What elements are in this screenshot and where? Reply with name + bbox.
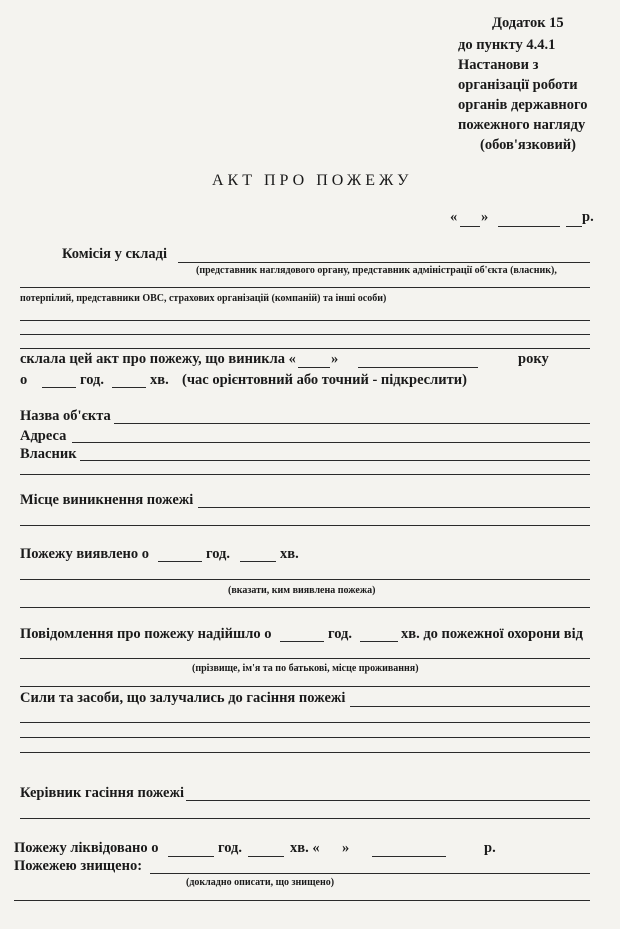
commission-field[interactable] (178, 262, 590, 263)
date-month-field[interactable] (498, 226, 560, 227)
report-hours-field[interactable] (280, 641, 324, 642)
chief-label: Керівник гасіння пожежі (20, 785, 185, 801)
liquidated-close-quote: » (342, 840, 350, 856)
detected-line-2[interactable] (20, 607, 590, 608)
commission-line-5[interactable] (20, 348, 590, 349)
liquidated-month-field[interactable] (372, 856, 446, 857)
date-day-field[interactable] (460, 226, 480, 227)
made-hours-field[interactable] (42, 387, 76, 388)
report-hint: (прізвище, ім'я та по батькові, місце проживання) (192, 663, 419, 674)
report-minutes-field[interactable] (360, 641, 398, 642)
object-address-field[interactable] (72, 442, 590, 443)
destroyed-field[interactable] (150, 873, 590, 874)
commission-label: Комісія у складі (62, 246, 168, 262)
commission-line-2[interactable] (20, 287, 590, 288)
made-time-note: (час орієнтовний або точний - підкреслити) (182, 372, 467, 388)
liquidated-minutes-field[interactable] (248, 856, 284, 857)
forces-label: Сили та засоби, що залучались до гасіння пожежі (20, 690, 346, 706)
made-month-field[interactable] (358, 367, 478, 368)
forces-line-2[interactable] (20, 722, 590, 723)
chief-line-2[interactable] (20, 818, 590, 819)
liquidated-label: Пожежу ліквідовано о (14, 840, 159, 856)
liquidated-minutes-label: хв. « (290, 840, 320, 856)
liquidated-year-label: р. (484, 840, 496, 856)
report-hours-label: год. (328, 626, 353, 642)
report-line-2[interactable] (20, 686, 590, 687)
document-title: АКТ ПРО ПОЖЕЖУ (212, 172, 413, 189)
commission-hint-1: (представник наглядового органу, представник адміністрації об'єкта (власник), (196, 265, 557, 276)
forces-field[interactable] (350, 706, 590, 707)
header-line-3: Настанови з (458, 57, 539, 73)
date-year-field[interactable] (566, 226, 582, 227)
header-line-5: органів державного (458, 97, 588, 113)
commission-line-4[interactable] (20, 334, 590, 335)
made-year-label: року (518, 351, 549, 367)
object-name-field[interactable] (114, 423, 590, 424)
header-line-6: пожежного нагляду (458, 117, 586, 133)
destroyed-hint: (докладно описати, що знищено) (186, 877, 335, 888)
date-open-quote: « (450, 209, 458, 225)
made-text: склала цей акт про пожежу, що виникла « (20, 351, 296, 367)
made-minutes-field[interactable] (112, 387, 146, 388)
object-owner-field[interactable] (80, 460, 590, 461)
detected-by-field[interactable] (20, 579, 590, 580)
detected-hours-label: год. (206, 546, 231, 562)
report-from-field[interactable] (20, 658, 590, 659)
made-minutes-label: хв. (150, 372, 169, 388)
header-line-7: (обов'язковий) (480, 137, 576, 153)
object-owner-label: Власник (20, 446, 77, 462)
destroyed-label: Пожежею знищено: (14, 858, 143, 874)
header-line-4: організації роботи (458, 77, 578, 93)
detected-label: Пожежу виявлено о (20, 546, 150, 562)
forces-line-4[interactable] (20, 752, 590, 753)
origin-label: Місце виникнення пожежі (20, 492, 194, 508)
report-label: Повідомлення про пожежу надійшло о (20, 626, 272, 642)
commission-hint-2: потерпілий, представники ОВС, страхових організацій (компаній) та інші особи) (20, 293, 387, 304)
destroyed-line-2[interactable] (14, 900, 590, 901)
liquidated-hours-field[interactable] (168, 856, 214, 857)
detected-minutes-label: хв. (280, 546, 299, 562)
report-minutes-label: хв. до пожежної охорони від (401, 626, 583, 642)
object-name-label: Назва об'єкта (20, 408, 111, 424)
date-close-quote: » (481, 209, 489, 225)
date-year-suffix: р. (582, 209, 594, 225)
made-o-label: о (20, 372, 28, 388)
origin-field[interactable] (198, 507, 590, 508)
origin-line-2[interactable] (20, 525, 590, 526)
header-line-1: Додаток 15 (492, 15, 564, 31)
header-line-2: до пункту 4.4.1 (458, 37, 556, 53)
commission-line-3[interactable] (20, 320, 590, 321)
detected-hours-field[interactable] (158, 561, 202, 562)
forces-line-3[interactable] (20, 737, 590, 738)
detected-minutes-field[interactable] (240, 561, 276, 562)
object-extra-line[interactable] (20, 474, 590, 475)
made-close-quote: » (331, 351, 339, 367)
liquidated-hours-label: год. (218, 840, 243, 856)
detected-hint: (вказати, ким виявлена пожежа) (228, 585, 376, 596)
chief-field[interactable] (186, 800, 590, 801)
made-day-field[interactable] (298, 367, 330, 368)
object-address-label: Адреса (20, 428, 67, 444)
made-hours-label: год. (80, 372, 105, 388)
